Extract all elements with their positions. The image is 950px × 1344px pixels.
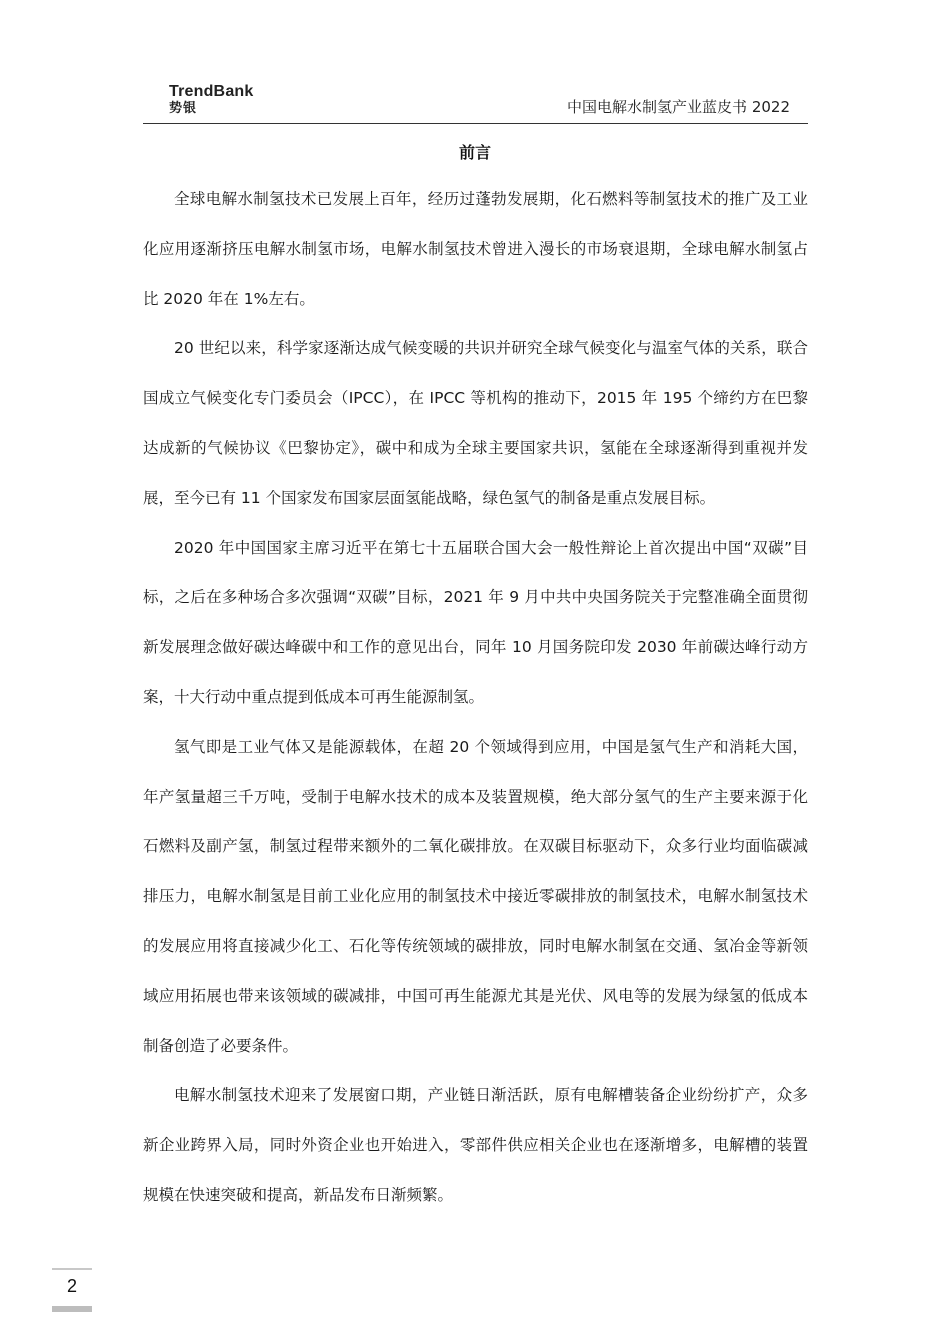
paragraph: 氢气即是工业气体又是能源载体，在超 20 个领域得到应用，中国是氢气生产和消耗大国，年产氢量超三千万吨，受制于电解水技术的成本及装置规模，绝大部分氢气的生产主要来源于化石燃料及副产氢，制氢过程带来额外的二氧化碳排放。在双碳目标驱动下，众多行业均面临碳减排压力，电解水制氢是目前工业化应用的制氢技术中接近零碳排放的制氢技术，电解水制氢技术的发展应用将直接减少化工、石化等传统领域的碳排放，同时电解水制氢在交通、氢冶金等新领域应用拓展也带来该领域的碳减排，中国可再生能源尤其是光伏、风电等的发展为绿氢的低成本制备创造了必要条件。 (143, 737, 808, 1055)
paragraph: 全球电解水制氢技术已发展上百年，经历过蓬勃发展期，化石燃料等制氢技术的推广及工业化应用逐渐挤压电解水制氢市场，电解水制氢技术曾进入漫长的市场衰退期，全球电解水制氢占比 2020 年在 1%左右。 (143, 190, 808, 308)
logo-english-text: TrendBank (169, 83, 254, 100)
paragraph: 2020 年中国国家主席习近平在第七十五届联合国大会一般性辩论上首次提出中国“双碳”目标，之后在多种场合多次强调“双碳”目标，2021 年 9 月中共中央国务院关于完整准确全面贯彻新发展理念做好碳达峰碳中和工作的意见出台，同年 10 月国务院印发 2030 年前碳达峰行动方案，十大行动中重点提到低成本可再生能源制氢。 (143, 538, 808, 706)
paragraph: 20 世纪以来，科学家逐渐达成气候变暖的共识并研究全球气候变化与温室气体的关系，联合国成立气候变化专门委员会（IPCC），在 IPCC 等机构的推动下，2015 年 195 个缔约方在巴黎达成新的气候协议《巴黎协定》，碳中和成为全球主要国家共识，氢能在全球逐渐得到重视并发展，至今已有 11 个国家发布国家层面氢能战略，绿色氢气的制备是重点发展目标。 (143, 339, 808, 507)
page-number: 2 (66, 1276, 77, 1296)
document-title: 中国电解水制氢产业蓝皮书 2022 (567, 98, 790, 116)
body-text (143, 175, 808, 1221)
page-number-box (52, 1268, 92, 1312)
section-title: 前言 (458, 143, 491, 162)
header-divider (143, 123, 808, 124)
trendbank-logo (169, 84, 254, 115)
logo-chinese-text: 势银 (169, 101, 198, 116)
paragraph: 电解水制氢技术迎来了发展窗口期，产业链日渐活跃，原有电解槽装备企业纷纷扩产，众多新企业跨界入局，同时外资企业也开始进入，零部件供应相关企业也在逐渐增多，电解槽的装置规模在快速突破和提高，新品发布日渐频繁。 (143, 1086, 808, 1204)
